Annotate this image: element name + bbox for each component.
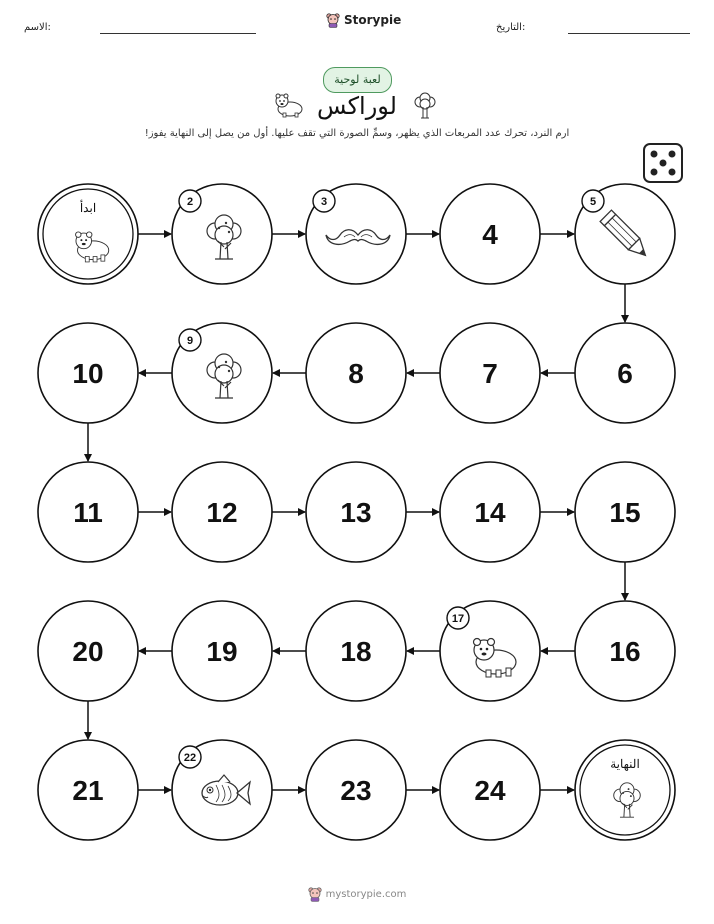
tile-number: 9 — [186, 335, 194, 347]
board-tile — [440, 740, 540, 840]
tile-number: 23 — [340, 775, 372, 806]
board-tile — [440, 462, 540, 562]
board-tile — [306, 740, 406, 840]
board-tile — [575, 323, 675, 423]
board-tile — [38, 462, 138, 562]
tile-number: 5 — [589, 196, 597, 208]
instructions: ارم النرد، تحرك عدد المربعات الذي يظهر، وسمِّ الصورة التي تقف عليها. أول من يصل إلى النهاية يفوز! — [144, 128, 570, 139]
board-tile — [306, 184, 406, 284]
tile-number: 15 — [609, 497, 641, 528]
tile-number: 6 — [617, 358, 633, 389]
footer — [0, 886, 714, 902]
tile-number: 10 — [72, 358, 104, 389]
tile-number: 21 — [72, 775, 104, 806]
date-label: التاريخ: — [496, 22, 526, 33]
board-tile — [440, 323, 540, 423]
finish-label: النهاية — [610, 757, 640, 771]
tile-number: 14 — [474, 497, 506, 528]
page-title: لوراكس — [317, 92, 397, 120]
tile-number: 22 — [183, 752, 197, 764]
board-tile — [575, 601, 675, 701]
tile-number: 8 — [348, 358, 364, 389]
board-tile — [172, 184, 272, 284]
tile-number: 18 — [340, 636, 372, 667]
board-tile — [38, 601, 138, 701]
board-tile — [440, 601, 540, 701]
board-tile — [306, 462, 406, 562]
board-tile — [38, 323, 138, 423]
brand-name: Storypie — [344, 13, 402, 27]
tile-number: 13 — [340, 497, 372, 528]
tile-number: 24 — [474, 775, 506, 806]
tile-number: 7 — [482, 358, 498, 389]
board-tile — [306, 601, 406, 701]
start-tile — [38, 184, 138, 284]
tile-number: 12 — [206, 497, 238, 528]
board-tile — [575, 184, 675, 284]
bear-mascot-icon — [308, 886, 322, 902]
board-tile — [38, 740, 138, 840]
board-tile — [575, 462, 675, 562]
board-tile — [172, 462, 272, 562]
board-tile — [172, 740, 272, 840]
tile-number: 17 — [451, 613, 465, 625]
tile-number: 19 — [206, 636, 238, 667]
tile-number: 16 — [609, 636, 641, 667]
game-type-badge: لعبة لوحية — [323, 67, 392, 93]
board-tile — [172, 323, 272, 423]
board-tiles — [38, 184, 675, 840]
tile-number: 2 — [186, 196, 194, 208]
footer-url: mystorypie.com — [325, 888, 407, 900]
board-tile — [440, 184, 540, 284]
finish-tile — [575, 740, 675, 840]
name-label: الاسم: — [24, 22, 51, 33]
tile-number: 20 — [72, 636, 104, 667]
board-tile — [306, 323, 406, 423]
tile-number: 4 — [482, 219, 498, 250]
tile-number: 3 — [320, 196, 328, 208]
start-label: ابدأ — [79, 201, 97, 215]
board-tile — [172, 601, 272, 701]
tile-number: 11 — [73, 497, 103, 528]
